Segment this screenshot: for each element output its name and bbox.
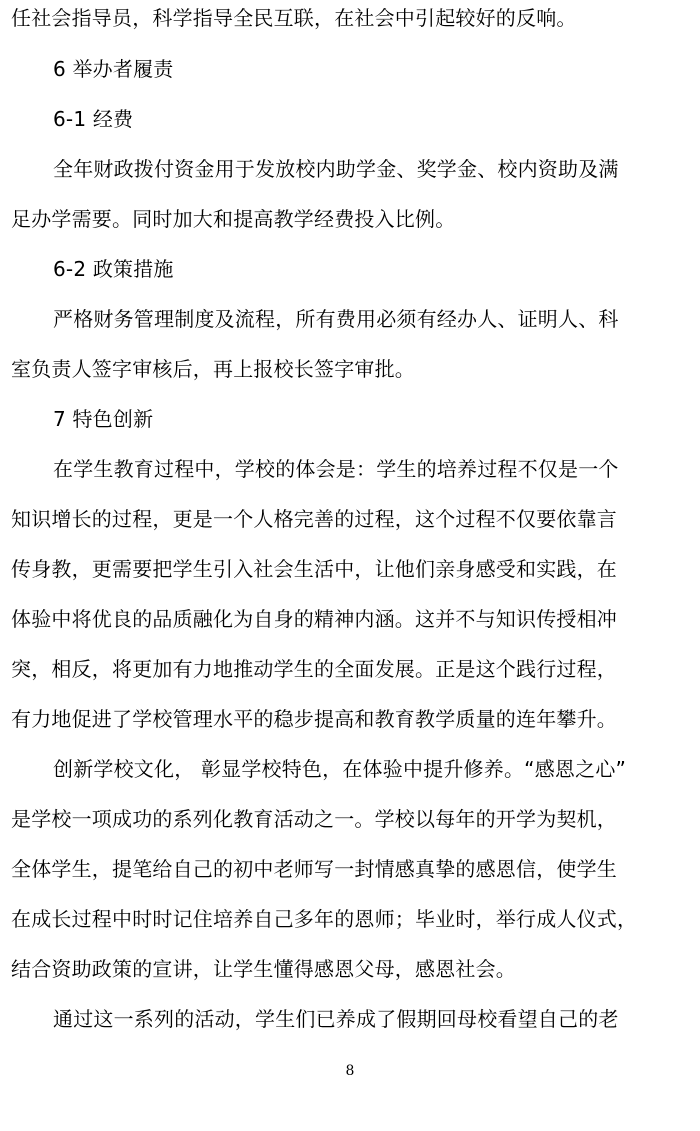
subsection-heading: 6-1 经费 [53, 107, 134, 131]
paragraph-line: 任社会指导员，科学指导全民互联，在社会中引起较好的反响。 [11, 6, 577, 30]
paragraph-line: 创新学校文化， 彰显学校特色，在体验中提升修养。“感恩之心” [53, 757, 627, 781]
subsection-heading: 6-2 政策措施 [53, 257, 174, 281]
paragraph-line: 有力地促进了学校管理水平的稳步提高和教育教学质量的连年攀升。 [11, 707, 617, 731]
paragraph-line: 是学校一项成功的系列化教育活动之一。学校以每年的开学为契机， [11, 807, 617, 831]
paragraph-line: 体验中将优良的品质融化为自身的精神内涵。这并不与知识传授相冲 [11, 607, 617, 631]
paragraph-line: 突，相反，将更加有力地推动学生的全面发展。正是这个践行过程， [11, 657, 617, 681]
paragraph-line: 全体学生，提笔给自己的初中老师写一封情感真挚的感恩信，使学生 [11, 857, 617, 881]
section-heading: 7 特色创新 [53, 407, 154, 431]
paragraph-line: 传身教，更需要把学生引入社会生活中，让他们亲身感受和实践，在 [11, 557, 617, 581]
paragraph-line: 知识增长的过程，更是一个人格完善的过程，这个过程不仅要依靠言 [11, 507, 617, 531]
section-heading: 6 举办者履责 [53, 57, 174, 81]
paragraph-line: 足办学需要。同时加大和提高教学经费投入比例。 [11, 207, 456, 231]
paragraph-line: 通过这一系列的活动，学生们已养成了假期回母校看望自己的老 [53, 1007, 619, 1031]
paragraph-line: 全年财政拨付资金用于发放校内助学金、奖学金、校内资助及满 [53, 157, 619, 181]
paragraph-line: 严格财务管理制度及流程，所有费用必须有经办人、证明人、科 [53, 307, 619, 331]
paragraph-line: 结合资助政策的宣讲，让学生懂得感恩父母，感恩社会。 [11, 957, 516, 981]
paragraph-line: 在成长过程中时时记住培养自己多年的恩师；毕业时，举行成人仪式， [11, 907, 638, 931]
page-number: 8 [345, 1063, 355, 1079]
paragraph-line: 室负责人签字审核后，再上报校长签字审批。 [11, 357, 415, 381]
paragraph-line: 在学生教育过程中，学校的体会是：学生的培养过程不仅是一个 [53, 457, 619, 481]
